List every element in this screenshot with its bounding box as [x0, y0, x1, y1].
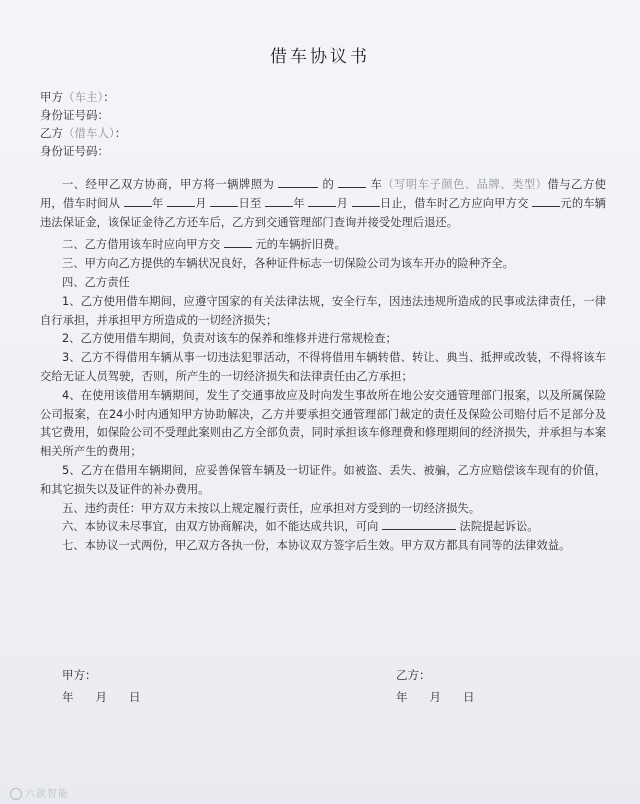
end-year-blank	[265, 195, 293, 207]
start-year-blank	[124, 195, 152, 207]
clause-1-text-a: 一、经甲乙双方协商，甲方将一辆牌照为	[62, 178, 275, 191]
deposit-blank	[532, 195, 560, 207]
clause-7: 七、本协议一式两份，甲乙双方各执一份，本协议双方签字后生效。甲方双方都具有同等的法律效益。	[62, 539, 571, 553]
end-day-blank	[352, 195, 380, 207]
party-a-id-label: 身份证号码：	[40, 108, 109, 122]
depreciation-blank	[224, 236, 252, 248]
party-b-date-year: 年	[396, 690, 408, 704]
clause-6	[40, 518, 606, 537]
clause-1-note: （写明车子颜色、品牌、类型）	[382, 178, 548, 191]
party-a-line	[40, 88, 126, 106]
party-a-date-year: 年	[62, 690, 74, 704]
clause-2-text-a: 二、乙方借用该车时应向甲方交	[62, 238, 221, 252]
party-b-sign-label: 乙方：	[396, 668, 431, 682]
party-a-label: 甲方	[40, 90, 63, 104]
clause-1-text-c: 车	[370, 178, 383, 191]
watermark-logo-icon	[10, 788, 22, 800]
clause-1	[40, 176, 606, 232]
car-blank	[338, 176, 366, 188]
clause-6-text-a: 六、本协议未尽事宜，由双方协商解决，如不能达成共识，可向	[62, 520, 379, 534]
clause-4-1: 1、乙方使用借车期间，应遵守国家的有关法律法规，安全行车，因违法违规所造成的民事或法律责任，一律自行承担，并承担甲方所造成的一切经济损失；	[40, 294, 606, 327]
clause-1-text-d: 借与乙方使用，借车时间从	[40, 178, 606, 210]
party-a-sign-label: 甲方：	[62, 668, 97, 682]
party-a-colon: ：	[103, 90, 115, 104]
clause-3: 三、甲方向乙方提供的车辆状况良好，各种证件标志一切保险公司为该车开办的险种齐全。	[62, 257, 514, 271]
party-b-date-month: 月	[429, 690, 441, 704]
agreement-body	[40, 176, 606, 556]
plate-number-blank	[278, 176, 318, 188]
day-end-label: 日止，借车时乙方应向甲方交	[379, 196, 529, 210]
clause-5: 五、违约责任：甲方双方未按以上规定履行责任，应承担对方受到的一切经济损失。	[62, 501, 480, 515]
start-day-blank	[210, 195, 238, 207]
end-month-blank	[308, 195, 336, 207]
end-year-label: 年	[293, 196, 305, 210]
day-to-label: 日至	[238, 196, 262, 210]
party-b-signature	[396, 666, 497, 706]
party-b-date	[396, 688, 497, 706]
party-a-signature	[62, 666, 163, 706]
party-a-block	[40, 88, 126, 160]
clause-1-text-b: 的	[322, 178, 335, 191]
document-title: 借车协议书	[270, 47, 370, 67]
clause-6-text-b: 法院提起诉讼。	[459, 520, 539, 534]
party-b-colon: ：	[114, 126, 127, 140]
clause-4-4: 4、在使用该借用车辆期间，发生了交通事故应及时向发生事故所在地公安交通管理部门报案，以及所属保险公司报案，在24小时内通知甲方协助解决，乙方并要承担交通管理部门裁定的责任及保险公司赔付后不足部分及其它费用，如保险公司不受理此案则由乙方全部负责，同时承担该车修理费和修理期间的经济损失，并承担与本案相关所产生的费用；	[40, 388, 606, 459]
clause-2	[40, 236, 606, 255]
clause-2-text-b: 元的车辆折旧费。	[255, 238, 346, 252]
party-b-date-day: 日	[463, 690, 475, 704]
clause-4: 四、乙方责任	[62, 275, 130, 289]
party-b-id-label: 身份证号码：	[40, 144, 109, 158]
party-b-note: （借车人）	[63, 126, 115, 140]
start-month-label: 月	[195, 196, 207, 210]
start-month-blank	[167, 195, 195, 207]
watermark-text: 六款智能	[25, 789, 69, 800]
watermark	[10, 785, 69, 800]
party-a-date	[62, 688, 163, 706]
party-a-date-month: 月	[95, 690, 107, 704]
clause-4-2: 2、乙方使用借车期间，负责对该车的保养和维修并进行常规检查；	[62, 332, 397, 346]
party-b-line	[40, 124, 126, 142]
court-blank	[382, 518, 456, 530]
clause-4-5: 5、乙方在借用车辆期间，应妥善保管车辆及一切证件。如被盗、丢失、被骗，乙方应赔偿该车现有的价值，和其它损失以及证件的补办费用。	[40, 463, 606, 496]
clause-1-text-e: 元的车辆违法保证金，该保证金待乙方还车后，乙方到交通管理部门查询并接受处理后退还。	[40, 196, 606, 229]
party-b-label: 乙方	[40, 126, 63, 140]
end-month-label: 月	[336, 196, 349, 210]
party-a-date-day: 日	[129, 690, 141, 704]
party-a-note: （车主）	[63, 90, 104, 104]
clause-4-3: 3、乙方不得借用车辆从事一切违法犯罪活动，不得将借用车辆转借、转让、典当、抵押或改装，不得将该车交给无证人员驾驶，否则，所产生的一切经济损失和法律责任由乙方承担；	[40, 351, 606, 383]
start-year-label: 年	[151, 196, 164, 210]
